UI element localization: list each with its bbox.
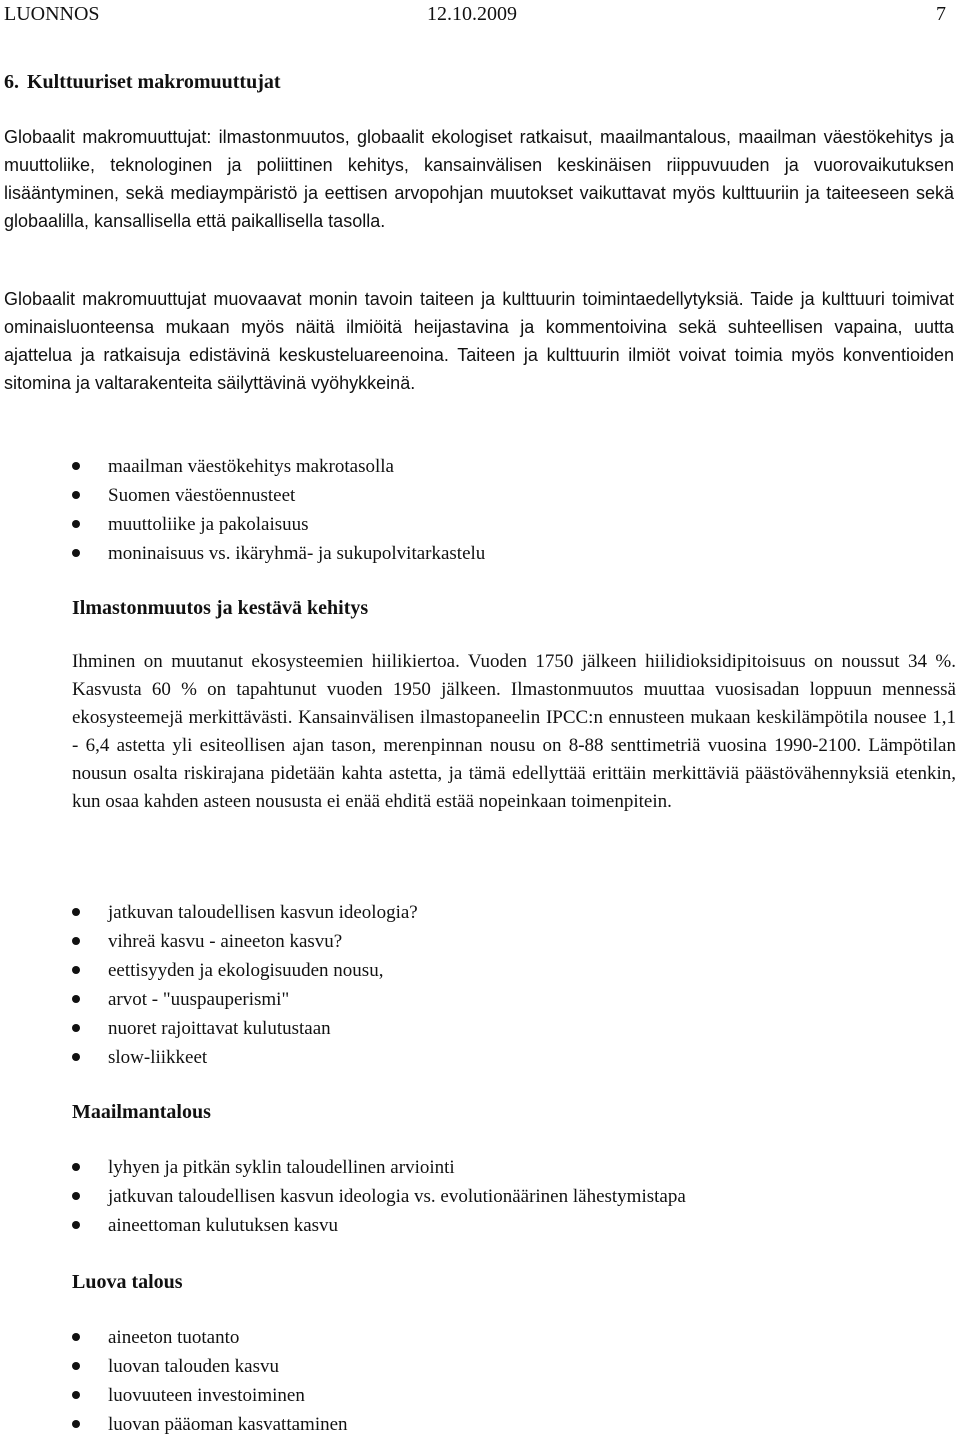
header-date: 12.10.2009 bbox=[427, 3, 517, 25]
list-item: Suomen väestöennusteet bbox=[72, 481, 956, 510]
page-header bbox=[0, 0, 960, 28]
bullet-icon bbox=[72, 1163, 80, 1171]
climate-heading-block bbox=[72, 594, 956, 622]
climate-list bbox=[72, 898, 956, 1072]
intro-paragraph-2: Globaalit makromuuttujat muovaavat monin tavoin taiteen ja kulttuurin toimintaedellytyksiä. Taide ja kulttuuri toimivat ominaisluonteensa mukaan myös näitä ilmiöitä heijastavina ja kommentoivina sekä suhteellisen vapaina, uutta ajattelua ja ratkaisuja edistävinä keskusteluareenoina. Taiteen ja kulttuurin ilmiöt voivat toimia myös konventioiden sitomina ja valtarakenteita säilyttävinä vyöhykkeinä. bbox=[4, 289, 954, 393]
climate-text-block bbox=[72, 648, 956, 816]
section-title: Kulttuuriset makromuuttujat bbox=[27, 71, 281, 93]
creative-economy-heading: Luova talous bbox=[72, 1271, 183, 1293]
bullet-icon bbox=[72, 549, 80, 557]
section-heading bbox=[4, 68, 281, 96]
creative-heading-block bbox=[72, 1268, 956, 1296]
list-item: jatkuvan taloudellisen kasvun ideologia vs. evolutionäärinen lähestymistapa bbox=[72, 1182, 956, 1211]
list-item: maailman väestökehitys makrotasolla bbox=[72, 452, 956, 481]
bullet-icon bbox=[72, 1192, 80, 1200]
climate-list-block bbox=[72, 898, 956, 1072]
creative-economy-list bbox=[72, 1323, 956, 1439]
list-item: lyhyen ja pitkän syklin taloudellinen arviointi bbox=[72, 1153, 956, 1182]
climate-heading: Ilmastonmuutos ja kestävä kehitys bbox=[72, 597, 369, 619]
bullet-icon bbox=[72, 491, 80, 499]
page-number: 7 bbox=[936, 3, 946, 25]
bullet-icon bbox=[72, 1391, 80, 1399]
bullet-icon bbox=[72, 1333, 80, 1341]
economy-heading: Maailmantalous bbox=[72, 1101, 211, 1123]
list-item: luovuuteen investoiminen bbox=[72, 1381, 956, 1410]
creative-list-block bbox=[72, 1323, 956, 1439]
economy-heading-block bbox=[72, 1098, 956, 1126]
list-item: luovan talouden kasvu bbox=[72, 1352, 956, 1381]
list-item: muuttoliike ja pakolaisuus bbox=[72, 510, 956, 539]
demography-list bbox=[72, 452, 956, 568]
list-item: aineettoman kulutuksen kasvu bbox=[72, 1211, 956, 1240]
economy-list-block bbox=[72, 1153, 956, 1240]
list-item: arvot - "uuspauperismi" bbox=[72, 985, 956, 1014]
economy-list bbox=[72, 1153, 956, 1240]
bullet-icon bbox=[72, 908, 80, 916]
section-number: 6. bbox=[4, 71, 19, 93]
list-item: eettisyyden ja ekologisuuden nousu, bbox=[72, 956, 956, 985]
bullet-icon bbox=[72, 1420, 80, 1428]
list-item: moninaisuus vs. ikäryhmä- ja sukupolvitarkastelu bbox=[72, 539, 956, 568]
list-item: nuoret rajoittavat kulutustaan bbox=[72, 1014, 956, 1043]
bullet-icon bbox=[72, 1221, 80, 1229]
bullet-icon bbox=[72, 1053, 80, 1061]
list-item: vihreä kasvu - aineeton kasvu? bbox=[72, 927, 956, 956]
bullet-icon bbox=[72, 1362, 80, 1370]
bullet-icon bbox=[72, 462, 80, 470]
bullet-icon bbox=[72, 966, 80, 974]
intro-paragraph-1: Globaalit makromuuttujat: ilmastonmuutos, globaalit ekologiset ratkaisut, maailmantalous, maailman väestökehitys ja muuttoliike, teknologinen ja poliittinen kehitys, kansainvälisen keskinäisen riippuvuuden ja vuorovaikutuksen lisääntyminen, sekä mediaympäristö ja eettisen arvopohjan muutokset vaikuttavat myös kulttuuriin ja taiteeseen sekä globaalilla, kansallisella että paikallisella tasolla. bbox=[4, 127, 954, 231]
list-item: slow-liikkeet bbox=[72, 1043, 956, 1072]
bullet-icon bbox=[72, 1024, 80, 1032]
climate-paragraph: Ihminen on muutanut ekosysteemien hiilikiertoa. Vuoden 1750 jälkeen hiilidioksidipitoisuus on noussut 34 %. Kasvusta 60 % on tapahtunut vuoden 1950 jälkeen. Ilmastonmuutos muuttaa vuosisadan loppuun mennessä ekosysteemejä merkittävästi. Kansainvälisen ilmastopaneelin IPCC:n ennusteen mukaan keskilämpötila nousee 1,1 - 6,4 astetta yli esiteollisen ajan tason, merenpinnan nousu on 8-88 senttimetriä vuosina 1990-2100. Lämpötilan nousun osalta riskirajana pidetään kahta astetta, ja tämä edellyttää erittäin merkittäviä päästövähennyksiä etenkin, kun osaa kahden asteen noususta ei enää ehditä estää nopeinkaan toimenpitein. bbox=[72, 651, 956, 812]
list-item: jatkuvan taloudellisen kasvun ideologia? bbox=[72, 898, 956, 927]
list-item: aineeton tuotanto bbox=[72, 1323, 956, 1352]
demography-list-block bbox=[72, 452, 956, 568]
list-item: luovan pääoman kasvattaminen bbox=[72, 1410, 956, 1439]
bullet-icon bbox=[72, 520, 80, 528]
bullet-icon bbox=[72, 995, 80, 1003]
bullet-icon bbox=[72, 937, 80, 945]
draft-label: LUONNOS bbox=[4, 3, 100, 25]
